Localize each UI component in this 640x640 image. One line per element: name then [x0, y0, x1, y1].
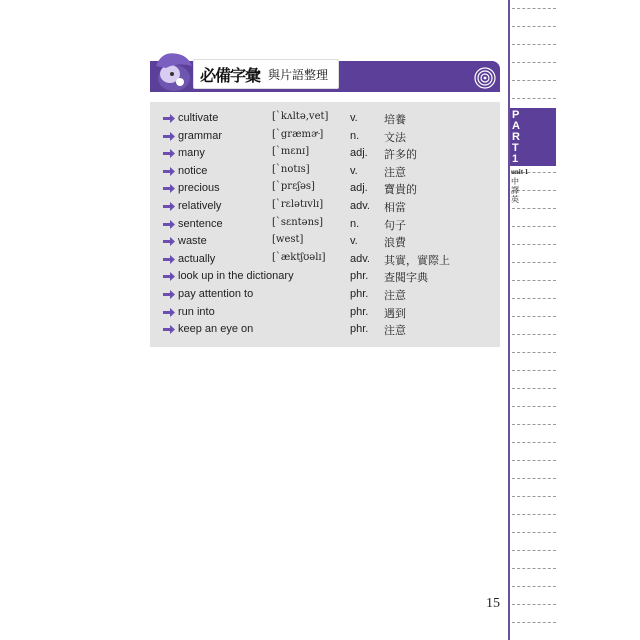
margin-dash	[512, 478, 556, 479]
margin-dash	[512, 496, 556, 497]
vocab-pronunciation: [ˋsɛntəns]	[272, 216, 324, 228]
part-letter: P	[512, 109, 520, 121]
header-title: 必備字彙	[200, 66, 261, 85]
vocab-pronunciation: [ˋmɛnɪ]	[272, 146, 310, 158]
arrow-icon	[163, 308, 175, 317]
part-letter: T	[512, 142, 519, 154]
margin-dash	[512, 568, 556, 569]
margin-dash	[512, 334, 556, 335]
vocab-part-of-speech: phr.	[350, 288, 369, 300]
table-row	[160, 305, 500, 322]
vocab-word: actually	[178, 252, 216, 265]
vocab-word: grammar	[178, 129, 223, 142]
table-row	[160, 252, 500, 269]
mascot-icon	[148, 44, 198, 94]
unit-subtitle: 中譯英	[511, 177, 519, 204]
vocab-meaning: 其實，實際上	[384, 253, 450, 267]
page-number: 15	[486, 596, 500, 611]
margin-dash	[512, 442, 556, 443]
margin-dash	[512, 622, 556, 623]
part-letter: A	[512, 120, 520, 132]
table-row	[160, 287, 500, 304]
vocab-pronunciation: [ˋæktʃʊəlɪ]	[272, 251, 326, 263]
margin-dash	[512, 604, 556, 605]
vocab-meaning: 注意	[384, 289, 406, 302]
arrow-icon	[163, 272, 175, 281]
vocab-part-of-speech: adv.	[350, 252, 370, 265]
part-letter: R	[512, 131, 520, 143]
margin-dash	[512, 460, 556, 461]
vocab-word: notice	[178, 164, 208, 177]
vocab-word: relatively	[178, 200, 222, 212]
arrow-icon	[163, 290, 175, 299]
vocab-part-of-speech: v.	[350, 112, 358, 124]
arrow-icon	[163, 202, 175, 211]
margin-dash	[512, 262, 556, 263]
arrow-icon	[163, 255, 175, 264]
part-letter: 1	[512, 153, 519, 165]
arrow-icon	[163, 167, 175, 176]
margin-dash	[512, 586, 556, 587]
arrow-icon	[163, 325, 175, 334]
vocab-meaning: 文法	[384, 130, 406, 144]
vocab-part-of-speech: adj.	[350, 147, 368, 160]
margin-line	[508, 0, 510, 640]
vocab-meaning: 查閱字典	[384, 271, 428, 285]
vocab-meaning: 許多的	[384, 148, 417, 162]
vocab-word: waste	[178, 235, 207, 248]
vocab-part-of-speech: phr.	[350, 305, 369, 318]
margin-dash	[512, 406, 556, 407]
vocab-meaning: 寶貴的	[384, 183, 417, 197]
table-row	[160, 181, 500, 198]
vocab-meaning: 注意	[384, 165, 406, 179]
vocab-part-of-speech: v.	[350, 235, 358, 248]
vocab-word: look up in the dictionary	[178, 270, 294, 283]
table-row	[160, 164, 500, 181]
vocab-word: pay attention to	[178, 288, 254, 300]
margin-dash	[512, 532, 556, 533]
margin-dash	[512, 208, 556, 209]
margin-dash	[512, 352, 556, 353]
arrow-icon	[163, 132, 175, 141]
vocab-part-of-speech: phr.	[350, 323, 369, 336]
vocab-meaning: 培養	[384, 113, 406, 126]
vocab-pronunciation: [west]	[272, 234, 304, 246]
arrow-icon	[163, 184, 175, 193]
margin-dash	[512, 80, 556, 81]
margin-dash	[512, 62, 556, 63]
table-row	[160, 111, 500, 128]
table-row	[160, 234, 500, 251]
margin-dash	[512, 388, 556, 389]
table-row	[160, 322, 500, 339]
table-row	[160, 199, 500, 216]
vocab-part-of-speech: n.	[350, 129, 360, 142]
margin-dash	[512, 298, 556, 299]
table-row	[160, 217, 500, 234]
margin-dash	[512, 226, 556, 227]
table-row	[160, 146, 500, 163]
margin-dash	[512, 26, 556, 27]
vocab-pronunciation: [ˋnotɪs]	[272, 163, 310, 175]
vocab-part-of-speech: v.	[350, 164, 358, 177]
margin-dash	[512, 44, 556, 45]
spiral-icon	[474, 67, 496, 89]
vocab-part-of-speech: n.	[350, 217, 360, 230]
vocab-word: run into	[178, 305, 215, 318]
vocab-word: precious	[178, 182, 220, 195]
vocab-word: many	[178, 147, 205, 160]
margin-dash	[512, 280, 556, 281]
margin-dash	[512, 550, 556, 551]
vocab-part-of-speech: adv.	[350, 200, 370, 212]
arrow-icon	[163, 220, 175, 229]
vocab-meaning: 相當	[384, 201, 406, 214]
vocab-meaning: 句子	[384, 218, 406, 232]
vocab-pronunciation: [ˋkʌltə,vet]	[272, 111, 329, 122]
vocab-meaning: 浪費	[384, 236, 406, 250]
vocab-word: cultivate	[178, 112, 219, 124]
vocab-word: keep an eye on	[178, 323, 254, 336]
margin-dash	[512, 244, 556, 245]
vocab-word: sentence	[178, 217, 223, 230]
margin-dash	[512, 370, 556, 371]
margin-dash	[512, 8, 556, 9]
margin-dash	[512, 424, 556, 425]
vocab-pronunciation: [ˋprɛʃəs]	[272, 181, 315, 193]
unit-label: unit 1	[511, 168, 529, 176]
margin-dash	[512, 98, 556, 99]
header-subtitle: 與片語整理	[268, 68, 329, 82]
arrow-icon	[163, 237, 175, 246]
arrow-icon	[163, 149, 175, 158]
vocab-pronunciation: [ˋrɛlətɪvlɪ]	[272, 199, 324, 210]
vocab-meaning: 注意	[384, 324, 406, 338]
vocab-part-of-speech: adj.	[350, 182, 368, 195]
vocab-part-of-speech: phr.	[350, 270, 369, 283]
margin-dash	[512, 316, 556, 317]
table-row	[160, 269, 500, 286]
arrow-icon	[163, 114, 175, 123]
vocab-meaning: 遇到	[384, 306, 406, 320]
table-row	[160, 129, 500, 146]
margin-dash	[512, 514, 556, 515]
vocab-pronunciation: [ˋgræmɚ]	[272, 128, 324, 140]
